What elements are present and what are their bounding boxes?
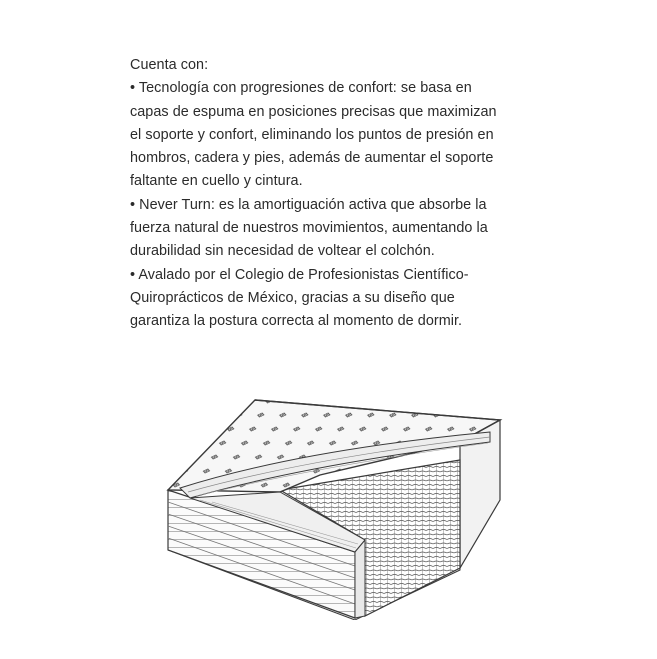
text-line: Quiroprácticos de México, gracias a su diseño que: [130, 289, 455, 306]
bullet-never-turn: • Never Turn: es la amortiguación activa que absorbe la: [130, 196, 487, 213]
bullet-avalado: • Avalado por el Colegio de Profesionistas Científico-: [130, 266, 469, 283]
text-line: durabilidad sin necesidad de voltear el colchón.: [130, 243, 435, 260]
text-line: el soporte y confort, eliminando los puntos de presión en: [130, 126, 494, 143]
mattress-cutaway-icon: [160, 380, 505, 620]
description-text: [130, 54, 540, 334]
text-line: capas de espuma en posiciones precisas que maximizan: [130, 103, 497, 120]
text-line: faltante en cuello y cintura.: [130, 173, 303, 190]
text-line: hombros, cadera y pies, además de aumentar el soporte: [130, 150, 494, 167]
intro-line: Cuenta con:: [130, 57, 209, 73]
text-line: garantiza la postura correcta al momento de dormir.: [130, 313, 463, 330]
text-line: fuerza natural de nuestros movimientos, aumentando la: [130, 220, 488, 237]
bullet-tecnologia: • Tecnología con progresiones de confort: se basa en: [130, 80, 472, 97]
